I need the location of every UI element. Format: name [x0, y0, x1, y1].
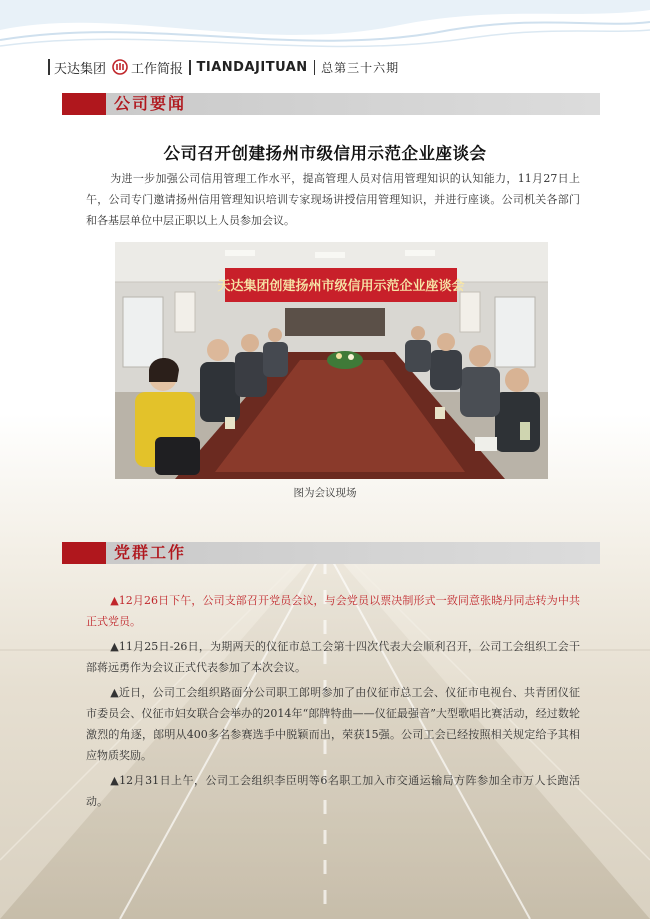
list-item: ▲12月26日下午，公司支部召开党员会议，与会党员以票决制形式一致同意张晓丹同志转为中共正式党员。 — [86, 594, 580, 628]
header-divider — [314, 60, 316, 75]
photo-caption: 图为会议现场 — [293, 487, 357, 499]
header-wave-decoration — [0, 0, 650, 60]
party-news-list — [86, 590, 580, 816]
header-divider — [48, 59, 50, 75]
article-title: 公司召开创建扬州市级信用示范企业座谈会 — [163, 144, 487, 163]
header-divider — [189, 60, 191, 75]
section-accent-block — [62, 93, 106, 115]
page-header — [48, 56, 399, 78]
company-logo-icon — [112, 59, 128, 75]
list-item: ▲近日，公司工会组织路面分公司职工郎明参加了由仪征市总工会、仪征市电视台、共青团仪征市委员会、仪征市妇女联合会举办的2014年“郎牌特曲——仪征最强音”大型歌唱比赛活动，经过数轮激烈的角逐，郎明从400多名参赛选手中脱颖而出，荣获15强。公司工会已经按照相关规定给予其相应物质奖励。 — [86, 686, 580, 762]
section-title: 公司要闻 — [114, 94, 187, 113]
org-name: 天达集团 — [54, 61, 107, 77]
section-header-news — [62, 93, 600, 115]
list-item: ▲12月31日上午，公司工会组织李臣明等6名职工加入市交通运输局方阵参加全市万人长跑活动。 — [86, 774, 580, 808]
meeting-photo — [115, 242, 548, 479]
brand-english: TIANDAJITUAN — [196, 59, 308, 75]
publication-name: 工作简报 — [131, 61, 184, 77]
meeting-scene-image — [115, 242, 548, 479]
list-item: ▲11月25日-26日，为期两天的仪征市总工会第十四次代表大会顺利召开，公司工会组织工会干部蒋远勇作为会议正式代表参加了本次会议。 — [86, 640, 580, 674]
section-header-party — [62, 542, 600, 564]
section-title: 党群工作 — [114, 543, 187, 562]
photo-banner-text: 天达集团创建扬州市级信用示范企业座谈会 — [217, 279, 465, 294]
issue-number: 总第三十六期 — [321, 60, 400, 75]
section-accent-block — [62, 542, 106, 564]
article-body: 为进一步加强公司信用管理工作水平，提高管理人员对信用管理知识的认知能力，11月27日上午，公司专门邀请扬州信用管理知识培训专家现场讲授信用管理知识，并进行座谈。公司机关各部门和各基层单位中层正职以上人员参加会议。 — [86, 172, 580, 227]
